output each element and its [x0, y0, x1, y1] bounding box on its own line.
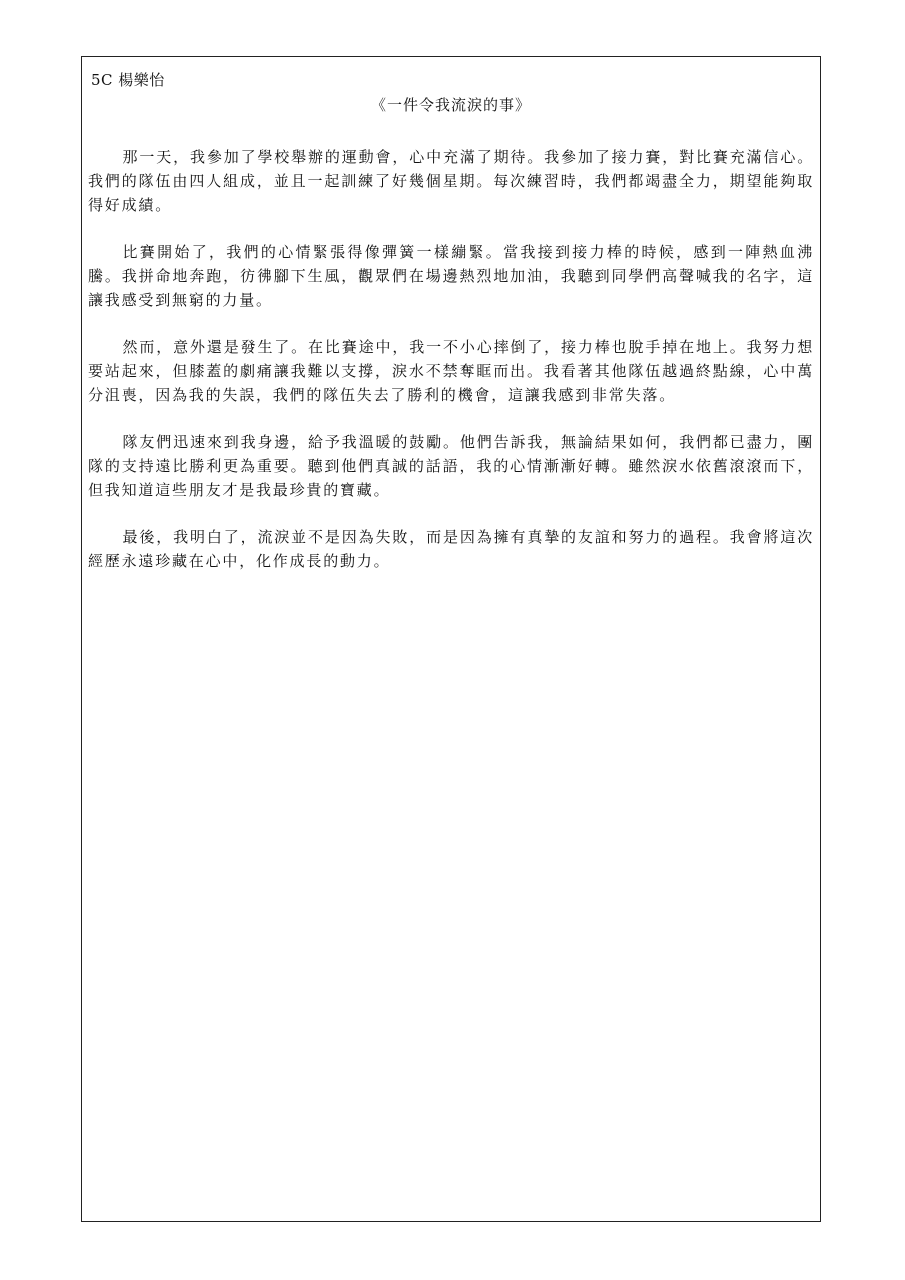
essay-title: 《一件令我流淚的事》 [370, 96, 531, 114]
paragraph-2: 比賽開始了，我們的心情緊張得像彈簧一樣繃緊。當我接到接力棒的時候，感到一陣熱血沸騰。我拼命地奔跑，彷彿腳下生風，觀眾們在場邊熱烈地加油，我聽到同學們高聲喊我的名字，這讓我感受到無窮的力量。 [88, 243, 814, 309]
paragraph-5: 最後，我明白了，流淚並不是因為失敗，而是因為擁有真摯的友誼和努力的過程。我會將這次經歷永遠珍藏在心中，化作成長的動力。 [88, 528, 814, 570]
author-name: 5C 楊樂怡 [91, 71, 165, 89]
page-frame [81, 56, 821, 1222]
paragraph-4: 隊友們迅速來到我身邊，給予我溫暖的鼓勵。他們告訴我，無論結果如何，我們都已盡力，團隊的支持遠比勝利更為重要。聽到他們真誠的話語，我的心情漸漸好轉。雖然淚水依舊滾滾而下，但我知道這些朋友才是我最珍貴的寶藏。 [88, 433, 814, 499]
paragraph-1: 那一天，我參加了學校舉辦的運動會，心中充滿了期待。我參加了接力賽，對比賽充滿信心。我們的隊伍由四人組成，並且一起訓練了好幾個星期。每次練習時，我們都竭盡全力，期望能夠取得好成績。 [88, 148, 814, 214]
paragraph-3: 然而，意外還是發生了。在比賽途中，我一不小心摔倒了，接力棒也脫手掉在地上。我努力想要站起來，但膝蓋的劇痛讓我難以支撐，淚水不禁奪眶而出。我看著其他隊伍越過終點線，心中萬分沮喪，因為我的失誤，我們的隊伍失去了勝利的機會，這讓我感到非常失落。 [88, 338, 814, 404]
essay-body [88, 145, 814, 596]
